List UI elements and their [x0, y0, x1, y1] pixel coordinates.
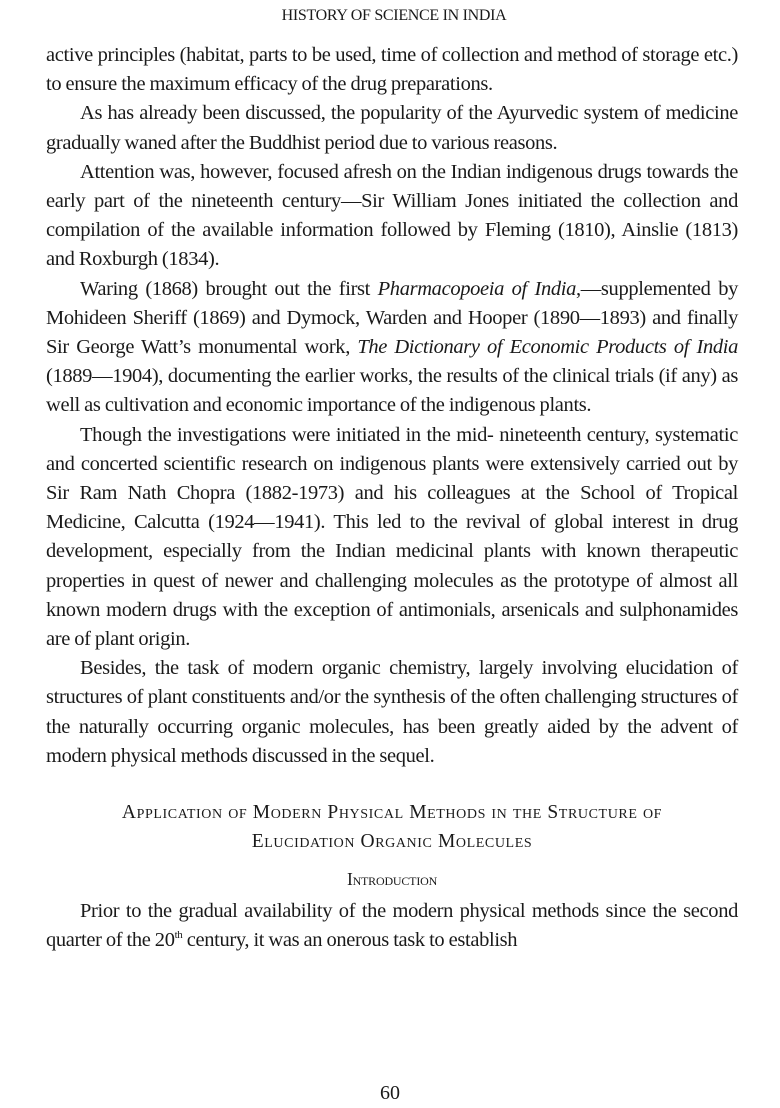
paragraph-ayurveda-decline: As has already been discussed, the popularity of the Ayurvedic system of medicine gradually waned after the Buddhist period due to various reasons.	[46, 102, 738, 154]
paragraph-continued: active principles (habitat, parts to be used, time of collection and method of storage etc.) to ensure the maximum efficacy of the drug preparations.	[46, 44, 738, 96]
text-segment: Waring (1868) brought out the first	[80, 277, 378, 300]
italic-title-pharmacopoeia: Pharmacopoeia of India	[377, 277, 576, 300]
paragraph-chopra-research: Though the investigations were initiated in the mid- nineteenth century, systematic and concerted scientific research on indigenous plants were extensively carried out by Sir Ram Nath Chopra (1882-1973) and his colleagues at the School of Tropical Medicine, Calcutta (1924—1941). This led to the revival of global interest in drug development, especially from the Indian medicinal plants with known therapeutic properties in quest of newer and challenging molecules as the prototype of almost all known modern drugs with the exception of antimonials, arsenicals and sulphonamides are of plant origin.	[46, 423, 738, 651]
ordinal-superscript: th	[174, 929, 183, 942]
paragraph-introduction	[46, 897, 738, 955]
running-head: HISTORY OF SCIENCE IN INDIA	[281, 7, 507, 24]
italic-title-dictionary: The Dictionary of Economic Products of India	[357, 336, 738, 359]
book-page	[46, 0, 738, 955]
paragraph-organic-chemistry: Besides, the task of modern organic chemistry, largely involving elucidation of structures of plant constituents and/or the synthesis of the often challenging structures of the naturally occurring organic molecules, has been greatly aided by the advent of modern physical methods discussed in the sequel.	[46, 657, 738, 767]
paragraph-pharmacopoeia	[46, 275, 738, 421]
subsection-heading: Introduction	[346, 869, 438, 890]
text-segment: century, it was an onerous task to establish	[182, 929, 518, 952]
section-heading-line2: Elucidation Organic Molecules	[251, 831, 533, 853]
text-segment: ,—supplemented by Mohideen Sheriff (1869) and Dymock, Warden and Hooper (1890—1893) and finally Sir George Watt’s monumental work,	[46, 277, 738, 359]
text-segment: (1889—1904), documenting the earlier works, the results of the clinical trials (if any) as well as cultivation and economic importance of the indigenous plants.	[46, 365, 738, 417]
text-segment: Prior to the gradual availability of the modern physical methods since the second quarter of the 20	[46, 900, 738, 952]
section-heading	[46, 798, 738, 856]
page-number: 60	[380, 1082, 400, 1104]
section-heading-line1: Application of Modern Physical Methods in the Structure of	[121, 802, 663, 824]
paragraph-indigenous-drugs: Attention was, however, focused afresh on the Indian indigenous drugs towards the early part of the nineteenth century—Sir William Jones initiated the collection and compilation of the available information followed by Fleming (1810), Ainslie (1813) and Roxburgh (1834).	[46, 160, 738, 271]
